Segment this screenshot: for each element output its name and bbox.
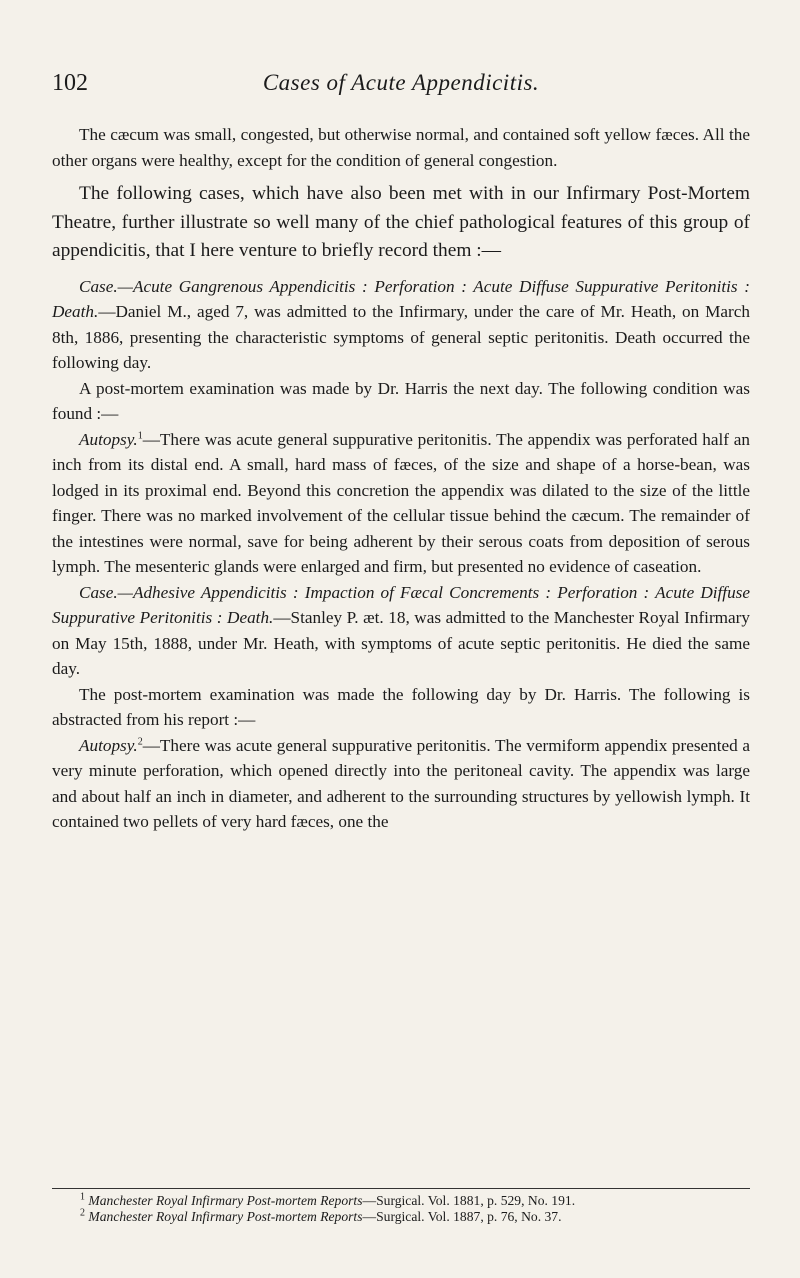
page-number: 102 <box>52 70 88 96</box>
footnote-ref-2: 2 <box>137 736 143 748</box>
footnote-source: Manchester Royal Infirmary Post-mortem Reports <box>88 1193 363 1208</box>
autopsy-1-text: —There was acute general suppurative peritonitis. The appendix was perforated half an inch from its distal end. A small, hard mass of fæces, of the size and shape of a horse-bean, was lodged in its proximal end. Beyond this concretion the appendix was dilated to the size of the little finger. There was no marked involvement of the cellular tissue behind the cæcum. The remainder of the intestines were normal, save for being adherent by their serous coats from deposition of serous lymph. The mesenteric glands were enlarged and firm, but presented no evidence of caseation. <box>52 429 750 577</box>
footnotes <box>52 1188 750 1225</box>
case-1-text: —Daniel M., aged 7, was admitted to the Infirmary, under the care of Mr. Heath, on March 8th, 1886, presenting the characteristic symptoms of general septic peritonitis. Death occurred the following day. <box>52 302 750 373</box>
footnote-ref-1: 1 <box>137 430 143 442</box>
case-2 <box>52 580 750 682</box>
running-title: Cases of Acute Appendicitis. <box>262 70 540 95</box>
footnote-mark: 1 <box>80 1191 85 1203</box>
autopsy-2 <box>52 733 750 835</box>
case-1 <box>52 274 750 376</box>
paragraph-intro: The following cases, which have also been met with in our Infirmary Post-Mortem Theatre, further illustrate so well many of the chief pathological features of this group of appendicitis, that I here venture to briefly record them :— <box>52 183 750 262</box>
footnote-2 <box>52 1209 750 1225</box>
paragraph-caecum: The cæcum was small, congested, but otherwise normal, and contained soft yellow fæces. All the other organs were healthy, except for the condition of general congestion. <box>52 125 750 170</box>
page-header <box>52 70 750 104</box>
case-2-text: —Stanley P. æt. 18, was admitted to the Manchester Royal Infirmary on May 15th, 1888, under Mr. Heath, with symptoms of acute septic peritonitis. He died the same day. <box>52 608 750 679</box>
autopsy-2-text: —There was acute general suppurative peritonitis. The vermiform appendix presented a very minute perforation, which opened directly into the peritoneal cavity. The appendix was large and about half an inch in diameter, and adherent to the surrounding structures by yellowish lymph. It contained two pellets of very hard fæces, one the <box>52 735 750 832</box>
footnote-rest: —Surgical. Vol. 1887, p. 76, No. 37. <box>362 1209 562 1224</box>
footnote-1 <box>52 1193 750 1209</box>
autopsy-2-label: Autopsy. <box>79 735 138 755</box>
footnote-rest: —Surgical. Vol. 1881, p. 529, No. 191. <box>362 1193 576 1208</box>
autopsy-1 <box>52 427 750 580</box>
case-2-postmortem: The post-mortem examination was made the following day by Dr. Harris. The following is abstracted from his report :— <box>52 684 750 730</box>
page-body <box>52 122 750 835</box>
footnote-mark: 2 <box>80 1207 85 1219</box>
case-1-title: Case.—Acute Gangrenous Appendicitis : Perforation : Acute Diffuse Suppurative Peritonitis : Death. <box>52 276 750 322</box>
case-2-title: Case.—Adhesive Appendicitis : Impaction of Fæcal Concrements : Perforation : Acute Diffuse Suppurative Peritonitis : Death. <box>52 582 750 628</box>
footnote-source: Manchester Royal Infirmary Post-mortem Reports <box>88 1209 363 1224</box>
case-1-postmortem: A post-mortem examination was made by Dr. Harris the next day. The following condition was found :— <box>52 378 750 424</box>
autopsy-1-label: Autopsy. <box>79 429 138 449</box>
